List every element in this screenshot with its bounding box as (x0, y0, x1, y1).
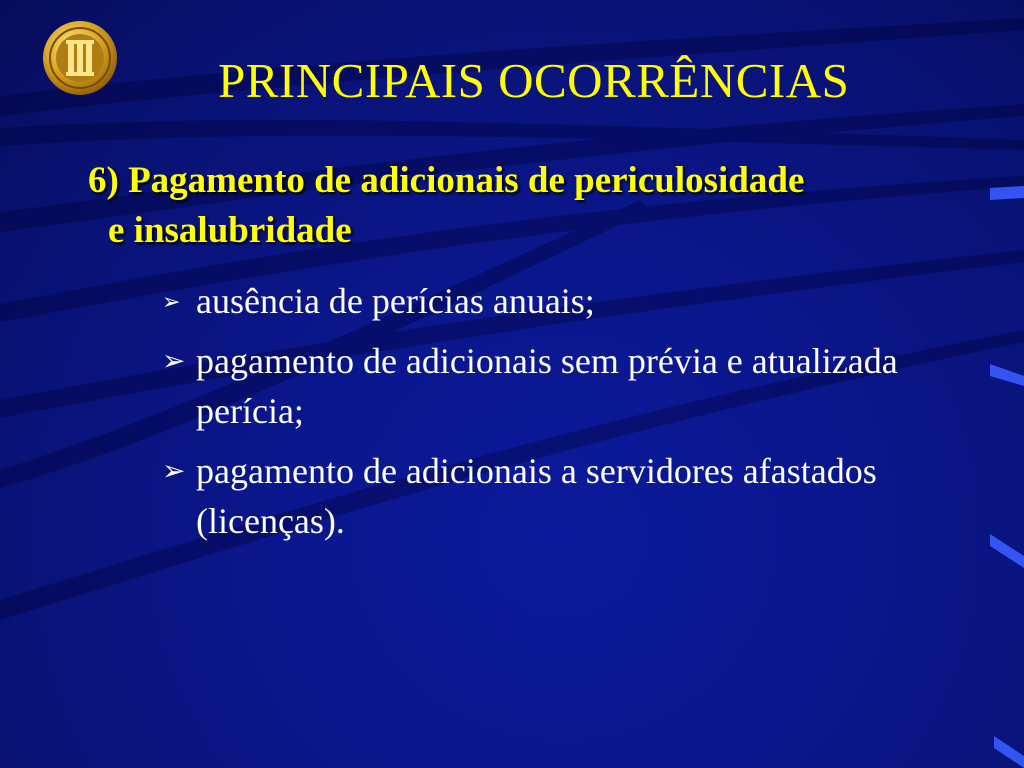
list-item (162, 446, 942, 546)
slide-title: PRINCIPAIS OCORRÊNCIAS (218, 53, 850, 108)
section-heading (88, 156, 988, 256)
section-heading-line1: 6) Pagamento de adicionais de periculosidade (88, 160, 805, 201)
arrow-bullet-icon: ➢ (162, 454, 186, 487)
institution-seal-icon (42, 20, 118, 96)
list-item-text: pagamento de adicionais a servidores afastados (licenças). (196, 451, 877, 541)
list-item-text: ausência de perícias anuais; (196, 281, 595, 321)
list-item-text: pagamento de adicionais sem prévia e atualizada perícia; (196, 341, 898, 431)
arrow-bullet-icon: ➢ (162, 290, 181, 315)
bullet-list (162, 276, 942, 556)
arrow-bullet-icon: ➢ (162, 344, 186, 377)
list-item (162, 336, 942, 436)
section-heading-line2: e insalubridade (108, 210, 352, 251)
list-item (162, 276, 942, 326)
